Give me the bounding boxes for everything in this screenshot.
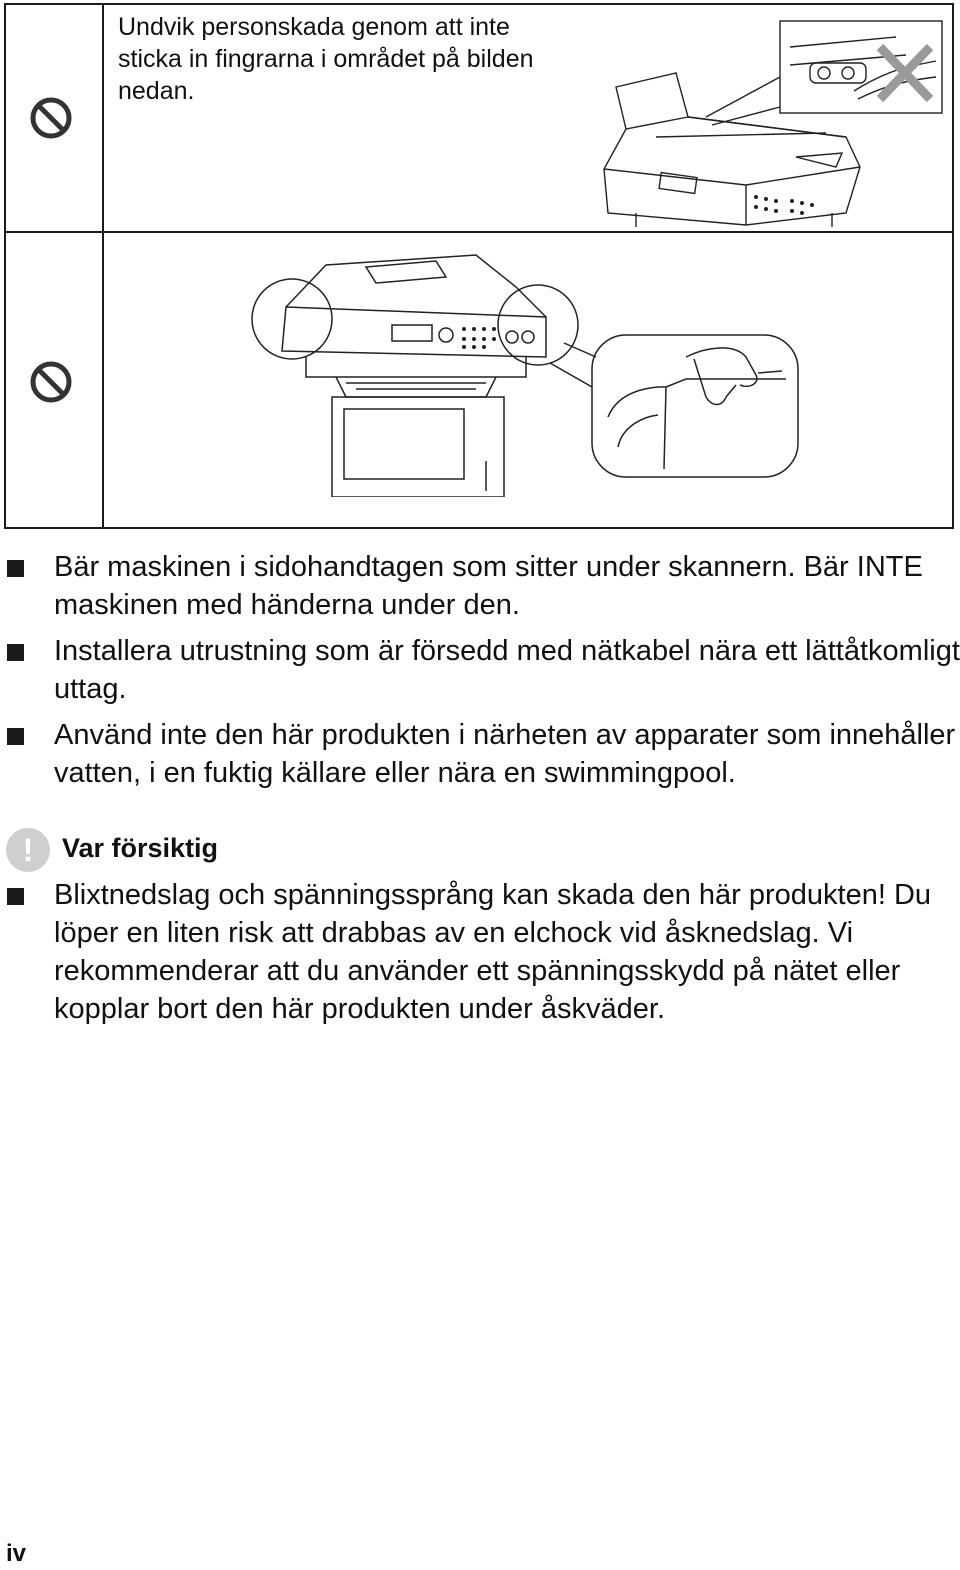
bullet-square-icon [7, 560, 24, 577]
list-item [0, 548, 960, 624]
warning-icon-cell [6, 233, 104, 527]
warning-row-fingers [6, 5, 952, 233]
bullet-text: Använd inte den här produkten i närheten av apparater som innehåller vatten, i en fuktig källare eller nära en swimmingpool. [54, 719, 956, 789]
bullet-text: Blixtnedslag och spänningssprång kan skada den här produkten! Du löper en liten risk att drabbas av en elchock vid åsknedslag. Vi rekommenderar att du använder ett spänningsskydd på nätet eller kopplar bort den här produkten under åskväder. [54, 879, 932, 1025]
exclamation-mark: ! [22, 832, 34, 868]
page-number: iv [6, 1540, 27, 1567]
caution-bullet-list [0, 876, 960, 1036]
list-item [0, 716, 960, 792]
bullet-square-icon [7, 644, 24, 661]
caution-title: Var försiktig [62, 833, 219, 863]
caution-heading [0, 826, 960, 874]
bullet-square-icon [7, 728, 24, 745]
scanner-finger-illustration [596, 17, 946, 227]
safety-bullet-list [0, 548, 960, 800]
prohibited-icon [28, 359, 74, 405]
bullet-text: Bär maskinen i sidohandtagen som sitter under skannern. Bär INTE maskinen med händerna under den. [54, 551, 923, 621]
bullet-text: Installera utrustning som är försedd med nätkabel nära ett lättåtkomligt uttag. [54, 635, 960, 705]
warning-icon-cell [6, 5, 104, 231]
list-item [0, 632, 960, 708]
warning-row-handles [6, 233, 952, 527]
printer-handles-illustration [246, 247, 806, 497]
bullet-square-icon [7, 888, 24, 905]
prohibited-icon [28, 95, 74, 141]
warning-table [4, 3, 954, 529]
list-item [0, 876, 960, 1028]
warning-text: Undvik personskada genom att inte sticka in fingrarna i området på bilden nedan. [118, 13, 534, 105]
